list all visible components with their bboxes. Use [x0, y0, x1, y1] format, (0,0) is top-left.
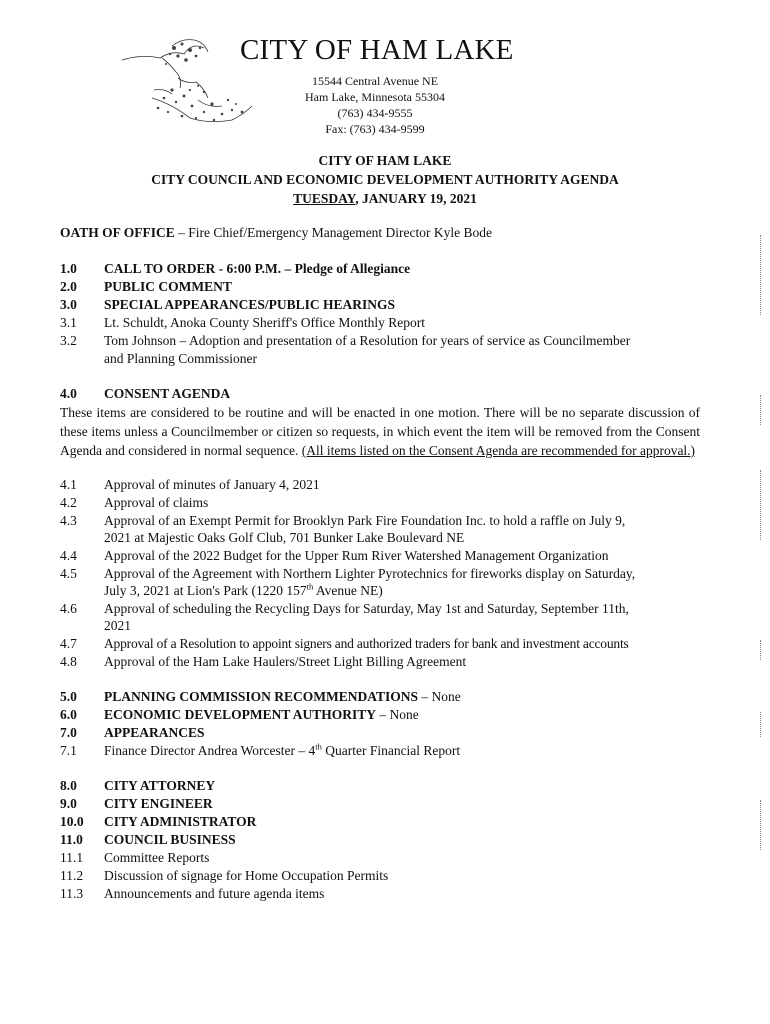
oath-of-office [60, 225, 492, 241]
item-text-cont [104, 583, 383, 599]
section-number: 4.0 [60, 386, 77, 401]
item-number: 4.6 [60, 601, 77, 616]
item-number: 3.1 [60, 315, 77, 330]
section-title: PLANNING COMMISSION RECOMMENDATIONS [104, 689, 419, 704]
item-text: Announcements and future agenda items [104, 886, 325, 901]
item-text: Lt. Schuldt, Anoka County Sheriff's Office Monthly Report [104, 315, 426, 330]
section-suffix: – None [418, 689, 461, 704]
section-title: COUNCIL BUSINESS [104, 832, 236, 847]
consent-note: (All items listed on the Consent Agenda are recommended for approval.) [301, 443, 696, 458]
item-number: 4.2 [60, 495, 77, 510]
section-title: PUBLIC COMMENT [104, 279, 232, 294]
item-number: 11.3 [60, 886, 84, 901]
item-number: 4.4 [60, 548, 77, 563]
section-number: 10.0 [60, 814, 84, 829]
section-number: 7.0 [60, 725, 77, 740]
item-number: 11.1 [60, 850, 84, 865]
item-text-part: July 3, 2021 at Lion's Park (1220 157 [104, 583, 307, 598]
item-number: 4.7 [60, 636, 77, 651]
section-number: 9.0 [60, 796, 77, 811]
section-suffix: – None [376, 707, 419, 722]
address-line-2: Ham Lake, Minnesota 55304 [305, 90, 445, 104]
item-text: Approval of the Agreement with Northern Lighter Pyrotechnics for fireworks display on Saturday, [104, 566, 636, 581]
address-line-1: 15544 Central Avenue NE [311, 74, 439, 88]
oath-text: – Fire Chief/Emergency Management Director Kyle Bode [174, 225, 493, 240]
section-number: 3.0 [60, 297, 77, 312]
section-number: 6.0 [60, 707, 77, 722]
section-title: APPEARANCES [104, 725, 205, 740]
item-text: Tom Johnson – Adoption and presentation of a Resolution for years of service as Councilmember [104, 333, 631, 348]
scan-edge-mark [760, 640, 763, 660]
item-number: 4.5 [60, 566, 77, 581]
section-title: CALL TO ORDER - 6:00 P.M. – Pledge of Allegiance [104, 261, 411, 276]
item-text: Discussion of signage for Home Occupation Permits [104, 868, 389, 883]
item-text: Approval of the Ham Lake Haulers/Street Light Billing Agreement [104, 654, 467, 669]
item-text: Approval of minutes of January 4, 2021 [104, 477, 320, 492]
section-number: 1.0 [60, 261, 77, 276]
scan-edge-mark [760, 235, 763, 315]
item-number: 3.2 [60, 333, 77, 348]
item-number: 7.1 [60, 743, 77, 758]
ordinal-suffix: th [306, 581, 314, 592]
item-text: Committee Reports [104, 850, 210, 865]
item-text-cont: 2021 at Majestic Oaks Golf Club, 701 Bunker Lake Boulevard NE [104, 530, 465, 545]
consent-text: These items are considered to be routine and will be enacted in one motion. There will be no separate discussion of these items unless a Councilmember or citizen so requests, in which event the item will be removed from the Consent Agenda and considered in normal sequence. [60, 405, 700, 458]
section-title: CITY ENGINEER [104, 796, 213, 811]
item-text: Approval of claims [104, 495, 209, 510]
fax-number: Fax: (763) 434-9599 [325, 122, 425, 136]
consent-paragraph [60, 403, 700, 460]
section-title: CONSENT AGENDA [104, 386, 231, 401]
item-text-part: Quarter Financial Report [321, 743, 461, 758]
agenda-city-heading: CITY OF HAM LAKE [318, 153, 452, 168]
section-number: 8.0 [60, 778, 77, 793]
phone-number: (763) 434-9555 [337, 106, 413, 120]
section-number: 2.0 [60, 279, 77, 294]
section-title-line [104, 689, 461, 705]
section-number: 11.0 [60, 832, 83, 847]
agenda-title: CITY COUNCIL AND ECONOMIC DEVELOPMENT AUTHORITY AGENDA [151, 172, 619, 187]
item-text-part: Finance Director Andrea Worcester – 4 [104, 743, 316, 758]
item-text [104, 743, 460, 759]
oath-label: OATH OF OFFICE [60, 225, 175, 240]
item-text: Approval of scheduling the Recycling Days for Saturday, May 1st and Saturday, September 11th, [104, 601, 629, 616]
section-title: CITY ATTORNEY [104, 778, 216, 793]
scan-edge-mark [760, 470, 763, 540]
item-number: 11.2 [60, 868, 84, 883]
section-title: SPECIAL APPEARANCES/PUBLIC HEARINGS [104, 297, 396, 312]
agenda-day: TUESDAY [293, 191, 356, 206]
scan-edge-mark [760, 800, 763, 850]
section-title-line [104, 707, 419, 723]
city-title: CITY OF HAM LAKE [240, 34, 514, 66]
item-text: Approval of the 2022 Budget for the Upper Rum River Watershed Management Organization [104, 548, 609, 563]
item-number: 4.1 [60, 477, 77, 492]
item-number: 4.3 [60, 513, 77, 528]
section-title: CITY ADMINISTRATOR [104, 814, 257, 829]
scan-edge-mark [760, 395, 763, 425]
scan-edge-mark [760, 712, 763, 737]
item-text-part: Avenue NE) [313, 583, 383, 598]
agenda-date-text: , JANUARY 19, 2021 [355, 191, 477, 206]
ordinal-suffix: th [315, 741, 322, 752]
item-text: Approval of an Exempt Permit for Brooklyn Park Fire Foundation Inc. to hold a raffle on July 9, [104, 513, 626, 528]
item-text-cont: 2021 [104, 618, 131, 633]
section-title: ECONOMIC DEVELOPMENT AUTHORITY [104, 707, 377, 722]
item-number: 4.8 [60, 654, 77, 669]
section-number: 5.0 [60, 689, 77, 704]
agenda-date [0, 191, 770, 207]
item-text: Approval of a Resolution to appoint signers and authorized traders for bank and investment accounts [104, 636, 629, 651]
item-text-cont: and Planning Commissioner [104, 351, 257, 366]
